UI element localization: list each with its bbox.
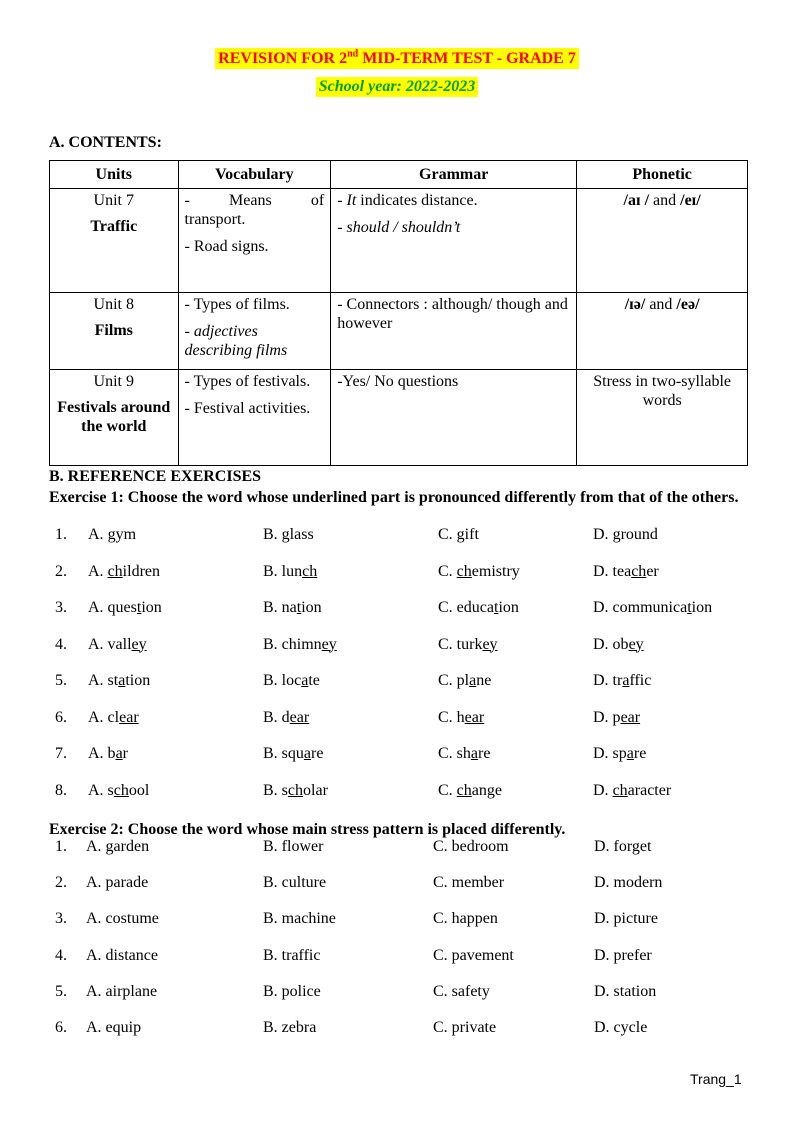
- grammar-cell: [331, 370, 577, 466]
- page-number: Trang_1: [690, 1071, 742, 1087]
- option-a: A. children: [88, 562, 160, 580]
- unit-number: Unit 8: [93, 296, 134, 313]
- vocab-line: transport.: [184, 211, 246, 228]
- vocabulary-cell: [178, 189, 331, 293]
- subtitle-wrap: [0, 77, 794, 97]
- underlined-part: a: [470, 745, 479, 762]
- grammar-cell: [331, 293, 577, 370]
- option-a: A. equip: [86, 1019, 142, 1036]
- option-c: C. hear: [438, 708, 485, 726]
- section-b-heading: B. REFERENCE EXERCISES: [49, 468, 262, 485]
- vocab-line: - Types of festivals.: [184, 373, 311, 390]
- underlined-part: ear: [119, 708, 139, 726]
- underlined-part: g: [281, 526, 290, 543]
- grammar-cell: [331, 189, 577, 293]
- option-b: B. machine: [263, 910, 336, 928]
- option-d: D. obey: [593, 635, 644, 653]
- option-c: C. change: [438, 781, 502, 799]
- option-a: A. bar: [88, 745, 128, 762]
- option-c: C. chemistry: [438, 562, 520, 580]
- unit-cell: [50, 370, 179, 466]
- option-d: D. prefer: [594, 946, 652, 964]
- question-number: 1.: [55, 526, 67, 543]
- option-c: C. bedroom: [433, 838, 509, 855]
- question-row: [49, 672, 749, 692]
- option-d: D. spare: [593, 745, 647, 762]
- question-number: 4.: [55, 946, 67, 964]
- underlined-part: a: [115, 745, 123, 762]
- question-row: [49, 910, 749, 930]
- option-c: C. safety: [433, 982, 490, 1000]
- underlined-part: ch: [631, 562, 647, 580]
- option-d: D. ground: [593, 526, 658, 543]
- vocab-line: - Festival activities.: [184, 400, 311, 417]
- question-number: 4.: [55, 635, 67, 653]
- underlined-part: ch: [113, 781, 129, 799]
- option-d: D. teacher: [593, 562, 659, 580]
- option-a: A. distance: [86, 946, 158, 964]
- phonetic-cell: Stress in two-syllable words: [577, 370, 748, 466]
- underlined-part: a: [301, 672, 309, 689]
- question-number: 2.: [55, 874, 67, 892]
- option-a: A. parade: [86, 874, 149, 892]
- vocab-line: - Types of films.: [184, 296, 290, 313]
- option-d: D. communication: [593, 599, 713, 616]
- grammar-line: - Connectors : although/ though and however: [337, 296, 568, 332]
- underlined-part: g: [456, 526, 465, 543]
- option-a: A. school: [88, 781, 150, 799]
- grammar-line: -Yes/ No questions: [337, 373, 459, 390]
- underlined-part: a: [626, 745, 634, 762]
- question-number: 5.: [55, 672, 67, 689]
- option-d: D. station: [594, 982, 657, 1000]
- option-a: A. garden: [86, 838, 150, 855]
- option-b: B. flower: [263, 838, 324, 855]
- underlined-part: ch: [287, 781, 304, 799]
- underlined-part: t: [687, 599, 692, 616]
- underlined-part: a: [118, 672, 126, 689]
- question-number: 3.: [55, 599, 67, 616]
- vocabulary-cell: [178, 370, 331, 466]
- option-a: A. clear: [88, 708, 139, 726]
- title-wrap: [0, 48, 794, 69]
- table-row: [50, 370, 748, 466]
- grammar-line: - It indicates distance.: [337, 192, 478, 209]
- unit-number: Unit 9: [93, 373, 134, 390]
- underlined-part: ch: [612, 781, 628, 799]
- col-header-phonetic: Phonetic: [577, 161, 748, 189]
- option-c: C. happen: [433, 910, 498, 928]
- grammar-line: - should / shouldn’t: [337, 219, 461, 236]
- underlined-part: ear: [464, 708, 485, 726]
- question-row: [49, 563, 749, 583]
- question-row: [49, 599, 749, 619]
- unit-number: Unit 7: [93, 192, 134, 209]
- question-row: [49, 1019, 749, 1039]
- vocab-line: - adjectives describing films: [184, 323, 288, 359]
- exercise2-title: Exercise 2: Choose the word whose main stress pattern is placed differently.: [49, 821, 566, 838]
- option-b: B. glass: [263, 526, 314, 543]
- underlined-part: ear: [289, 708, 310, 726]
- underlined-part: a: [622, 672, 630, 689]
- option-b: B. lunch: [263, 562, 318, 580]
- underlined-part: a: [469, 672, 477, 689]
- underlined-part: g: [107, 526, 116, 543]
- underlined-part: t: [493, 599, 499, 616]
- phonetic-cell: /ɪə/ and /eə/: [577, 293, 748, 370]
- col-header-units: Units: [50, 161, 179, 189]
- underlined-part: t: [136, 599, 142, 616]
- question-number: 8.: [55, 781, 67, 799]
- unit-cell: [50, 189, 179, 293]
- option-d: D. cycle: [594, 1019, 648, 1036]
- phonetic-cell: /aɪ / and /eɪ/: [577, 189, 748, 293]
- table-header-row: [50, 161, 748, 189]
- underlined-part: g: [612, 526, 621, 543]
- col-header-vocabulary: Vocabulary: [178, 161, 331, 189]
- unit-name: Films: [94, 322, 133, 339]
- option-c: C. turkey: [438, 635, 498, 653]
- exercise1-title: Exercise 1: Choose the word whose underlined part is pronounced differently from that of the others.: [49, 489, 739, 506]
- option-d: D. pear: [593, 708, 641, 726]
- vocab-line: - Means of: [184, 192, 325, 209]
- question-row: [49, 636, 749, 656]
- option-b: B. scholar: [263, 781, 328, 799]
- question-row: [49, 983, 749, 1003]
- underlined-part: a: [303, 745, 312, 762]
- option-a: A. valley: [88, 635, 147, 653]
- unit-cell: [50, 293, 179, 370]
- option-b: B. culture: [263, 874, 327, 892]
- question-row: [49, 838, 749, 858]
- question-number: 2.: [55, 562, 67, 580]
- option-a: A. question: [88, 599, 162, 616]
- option-c: C. plane: [438, 672, 492, 689]
- underlined-part: ch: [456, 781, 472, 799]
- question-number: 7.: [55, 745, 67, 762]
- question-number: 6.: [55, 708, 67, 726]
- underlined-part: ch: [302, 562, 318, 580]
- option-a: A. costume: [86, 910, 159, 928]
- question-row: [49, 947, 749, 967]
- option-c: C. share: [438, 745, 491, 762]
- question-row: [49, 709, 749, 729]
- question-number: 5.: [55, 982, 67, 1000]
- question-number: 6.: [55, 1019, 67, 1036]
- option-d: D. modern: [594, 874, 663, 892]
- underlined-part: ch: [456, 562, 472, 580]
- section-a-heading: A. CONTENTS:: [49, 134, 162, 151]
- question-number: 1.: [55, 838, 67, 855]
- option-a: A. airplane: [86, 982, 158, 1000]
- option-c: C. education: [438, 599, 519, 616]
- option-b: B. locate: [263, 672, 320, 689]
- option-c: C. private: [433, 1019, 497, 1036]
- underlined-part: ey: [321, 635, 337, 653]
- title-superscript: nd: [347, 48, 359, 60]
- school-year: School year: 2022-2023: [316, 77, 478, 97]
- option-a: A. station: [88, 672, 151, 689]
- question-row: [49, 745, 749, 765]
- question-row: [49, 782, 749, 802]
- underlined-part: ch: [107, 562, 123, 580]
- col-header-grammar: Grammar: [331, 161, 577, 189]
- unit-name: Traffic: [90, 218, 138, 235]
- option-d: D. picture: [594, 910, 658, 928]
- vocab-line: - Road signs.: [184, 238, 269, 255]
- option-d: D. character: [593, 781, 672, 799]
- option-a: A. gym: [88, 526, 137, 543]
- option-b: B. nation: [263, 599, 322, 616]
- option-c: C. member: [433, 874, 505, 892]
- contents-table: [49, 160, 748, 466]
- option-c: C. gift: [438, 526, 479, 543]
- unit-name: Festivals around the world: [57, 399, 171, 435]
- option-b: B. square: [263, 745, 324, 762]
- option-d: D. forget: [594, 838, 652, 855]
- option-c: C. pavement: [433, 946, 514, 964]
- underlined-part: ey: [482, 635, 498, 653]
- option-b: B. traffic: [263, 946, 321, 964]
- option-d: D. traffic: [593, 672, 652, 689]
- vocabulary-cell: [178, 293, 331, 370]
- question-row: [49, 526, 749, 546]
- table-row: [50, 189, 748, 293]
- option-b: B. chimney: [263, 635, 337, 653]
- option-b: B. police: [263, 982, 321, 1000]
- underlined-part: t: [296, 599, 302, 616]
- question-number: 3.: [55, 910, 67, 928]
- underlined-part: ey: [131, 635, 147, 653]
- underlined-part: ear: [620, 708, 641, 726]
- question-row: [49, 874, 749, 894]
- table-row: [50, 293, 748, 370]
- option-b: B. zebra: [263, 1019, 317, 1036]
- page-title: REVISION FOR 2nd MID-TERM TEST - GRADE 7: [215, 48, 579, 69]
- option-b: B. dear: [263, 708, 310, 726]
- underlined-part: ey: [628, 635, 644, 653]
